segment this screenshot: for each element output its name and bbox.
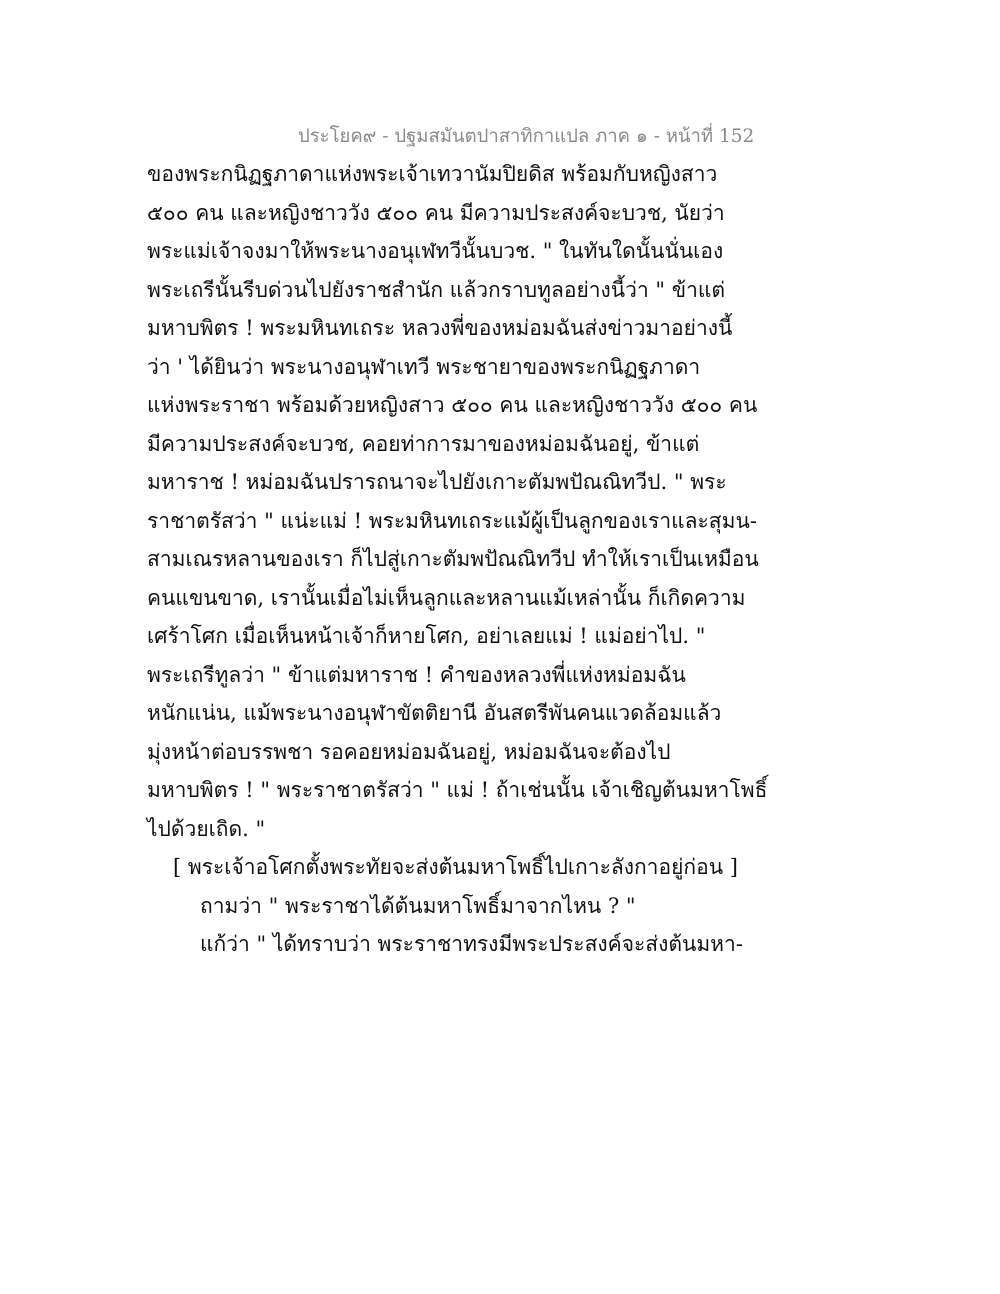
text-line: ของพระกนิฏฐภาดาแห่งพระเจ้าเทวานัมปิยดิส พร้อมกับหญิงสาว xyxy=(147,162,718,186)
text-line: ๕๐๐ คน และหญิงชาววัง ๕๐๐ คน มีความประสงค์จะบวช, นัยว่า xyxy=(147,200,725,225)
text-line: สามเณรหลานของเรา ก็ไปสู่เกาะตัมพปัณณิทวีป ทำให้เราเป็นเหมือน xyxy=(147,547,759,571)
text-line: พระเถรีทูลว่า " ข้าแต่มหาราช ! คำของหลวงพี่แห่งหม่อมฉัน xyxy=(147,662,686,687)
text-line: คนแขนขาด, เรานั้นเมื่อไม่เห็นลูกและหลานแม้เหล่านั้น ก็เกิดความ xyxy=(147,585,746,610)
text-line: ไปด้วยเถิด. " xyxy=(147,816,266,841)
page-header: ประโยค๙ - ปฐมสมันตปาสาทิกาแปล ภาค ๑ - หน้าที่ 152 xyxy=(298,126,755,147)
text-line: ว่า ' ได้ยินว่า พระนางอนุฬาเทวี พระชายาของพระกนิฏฐภาดา xyxy=(147,354,701,379)
text-line: หนักแน่น, แม้พระนางอนุฬาขัตติยานี อันสตรีพันคนแวดล้อมแล้ว xyxy=(147,701,722,725)
text-line: เศร้าโศก เมื่อเห็นหน้าเจ้าก็หายโศก, อย่าเลยแม่ ! แม่อย่าไป. " xyxy=(147,624,706,648)
text-line: มหาบพิตร ! พระมหินทเถระ หลวงพี่ของหม่อมฉันส่งข่าวมาอย่างนี้ xyxy=(147,316,733,340)
text-line: มหาบพิตร ! " พระราชาตรัสว่า " แม่ ! ถ้าเช่นนั้น เจ้าเชิญต้นมหาโพธิ์ xyxy=(147,778,768,802)
text-line: มีความประสงค์จะบวช, คอยท่าการมาของหม่อมฉันอยู่, ข้าแต่ xyxy=(147,431,700,456)
text-line: มุ่งหน้าต่อบรรพชา รอคอยหม่อมฉันอยู่, หม่อมฉันจะต้องไป xyxy=(147,739,671,764)
section-heading: [ พระเจ้าอโศกตั้งพระทัยจะส่งต้นมหาโพธิ์ไปเกาะลังกาอยู่ก่อน ] xyxy=(173,855,738,879)
question-line: ถามว่า " พระราชาได้ต้นมหาโพธิ์มาจากไหน ? " xyxy=(200,893,636,918)
text-line: พระแม่เจ้าจงมาให้พระนางอนุเฬทวีนั้นบวช. " ในทันใดนั้นนั่นเอง xyxy=(147,239,724,263)
text-line: พระเถรีนั้นรีบด่วนไปยังราชสำนัก แล้วกราบทูลอย่างนี้ว่า " ข้าแต่ xyxy=(147,277,726,302)
text-line: ราชาตรัสว่า " แน่ะแม่ ! พระมหินทเถระแม้ผู้เป็นลูกของเราและสุมน- xyxy=(147,508,757,533)
text-line: แห่งพระราชา พร้อมด้วยหญิงสาว ๕๐๐ คน และหญิงชาววัง ๕๐๐ คน xyxy=(147,393,758,417)
answer-line: แก้ว่า " ได้ทราบว่า พระราชาทรงมีพระประสงค์จะส่งต้นมหา- xyxy=(200,932,743,956)
text-line: มหาราช ! หม่อมฉันปรารถนาจะไปยังเกาะตัมพปัณณิทวีป. " พระ xyxy=(147,470,727,494)
body-text xyxy=(147,155,867,964)
